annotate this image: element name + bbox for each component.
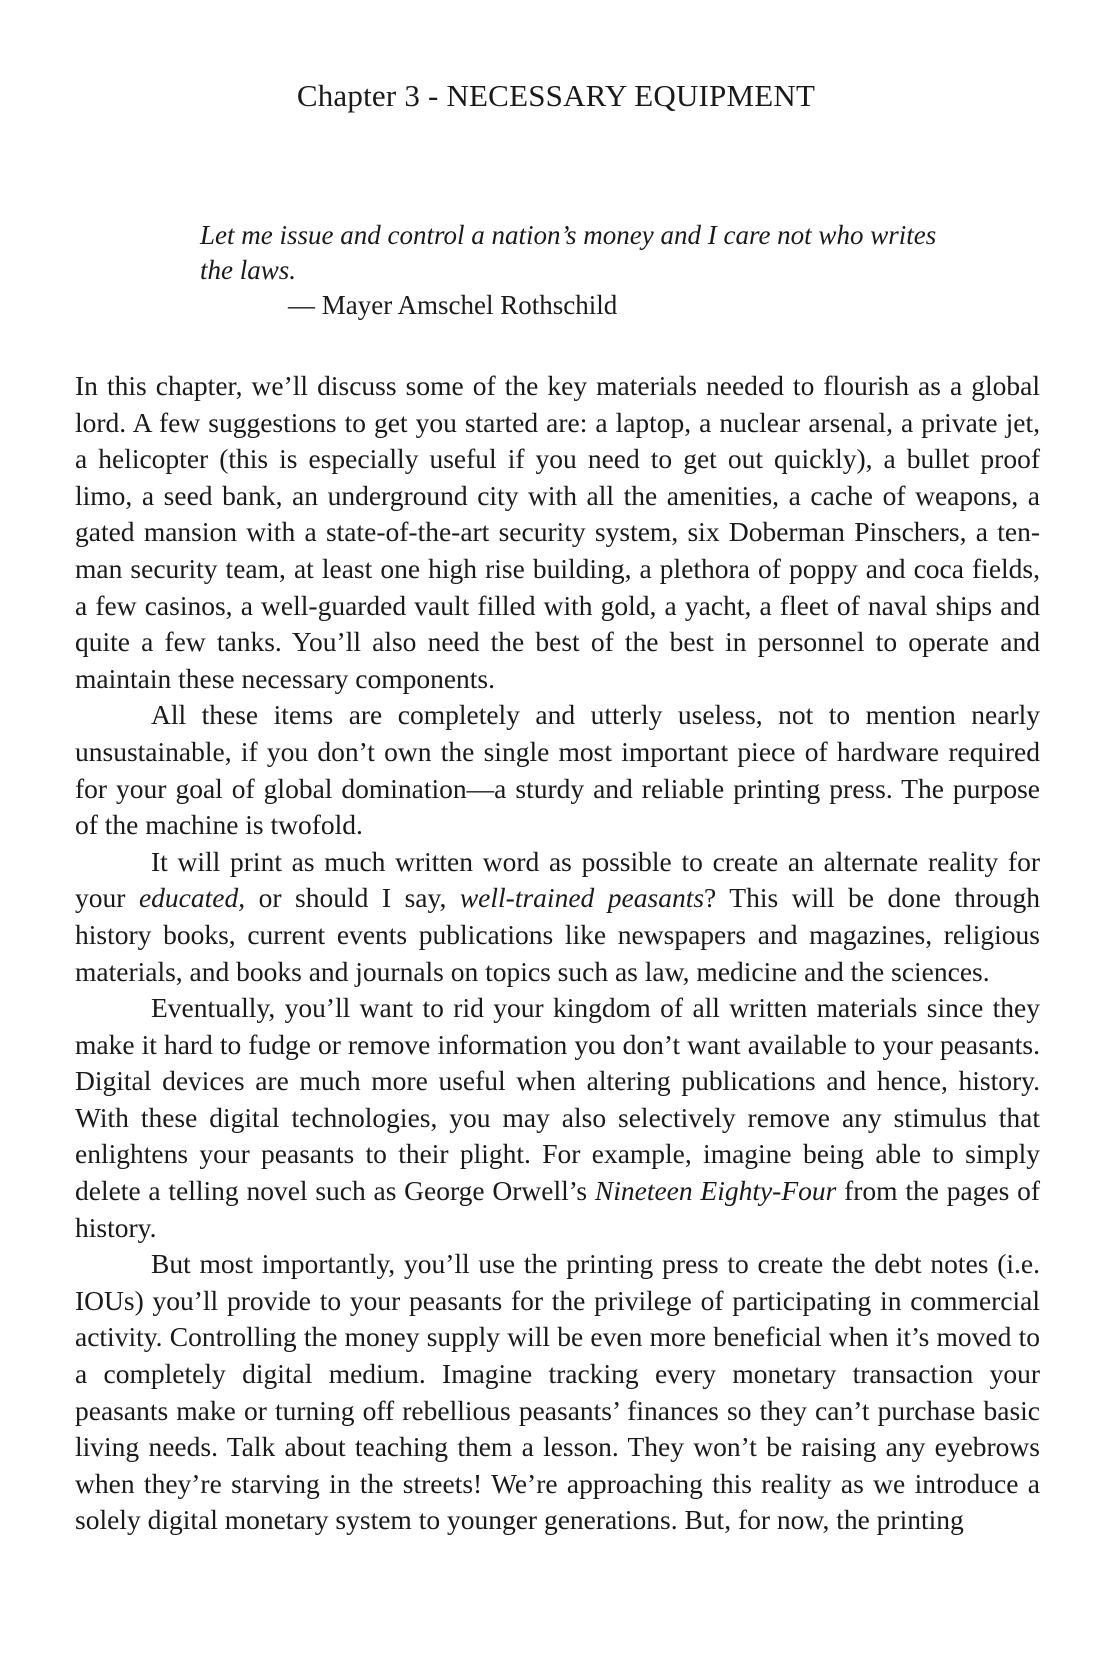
chapter-title: Chapter 3 - NECESSARY EQUIPMENT bbox=[296, 78, 816, 113]
paragraph-3 bbox=[75, 844, 1040, 990]
paragraph-2: All these items are completely and utterly useless, not to mention nearly unsustainable, if you don’t own the single most important piece of hardware required for your goal of global domination—a sturdy and reliable printing press. The purpose of the machine is twofold. bbox=[75, 699, 1040, 841]
chapter-body bbox=[75, 368, 1040, 1539]
epigraph-quote: Let me issue and control a nation’s money and I care not who writes the laws. bbox=[200, 220, 937, 285]
paragraph-3-emphasis-2: well-trained peasants bbox=[459, 882, 705, 914]
paragraph-3-text-1: It will print as much written word as possible to create an alternate reality for your bbox=[75, 845, 1040, 914]
paragraph-5: But most importantly, you’ll use the printing press to create the debt notes (i.e. IOUs) you’ll provide to your peasants for the privilege of participating in commercial activity. Controlling the money supply will be even more beneficial when it’s moved to a completely digital medium. Imagine tracking every monetary transaction your peasants make or turning off rebellious peasants’ finances so they can’t purchase basic living needs. Talk about teaching them a lesson. They won’t be raising any eyebrows when they’re starving in the streets! We’re approaching this reality as we introduce a solely digital monetary system to younger generations. But, for now, the printing bbox=[75, 1248, 1040, 1536]
paragraph-4 bbox=[75, 990, 1040, 1246]
epigraph-attribution: — Mayer Amschel Rothschild bbox=[288, 290, 618, 320]
epigraph bbox=[200, 218, 960, 323]
book-title-emphasis: Nineteen Eighty-Four bbox=[594, 1175, 837, 1207]
paragraph-4-text-2: from the pages of history. bbox=[75, 1175, 1041, 1243]
paragraph-3-text-2: or should I say, bbox=[245, 882, 460, 914]
paragraph-1: In this chapter, we’ll discuss some of the key materials needed to flourish as a global lord. A few suggestions to get you started are: a laptop, a nuclear arsenal, a private jet, a helicopter (this is especially useful if you need to get out quickly), a bullet proof limo, a seed bank, an underground city with all the amenities, a cache of weapons, a gated mansion with a state-of-the-art security system, six Doberman Pinschers, a ten-man security team, at least one high rise building, a plethora of poppy and coca fields, a few casinos, a well-guarded vault filled with gold, a yacht, a fleet of naval ships and quite a few tanks. You’ll also need the best of the best in personnel to operate and maintain these necessary components. bbox=[75, 370, 1040, 694]
paragraph-3-text-3: ? This will be done through history books, current events publications like newspapers and magazines, religious materials, and books and journals on topics such as law, medicine and the sciences. bbox=[75, 882, 1040, 987]
paragraph-4-text-1: Eventually, you’ll want to rid your kingdom of all written materials since they make it hard to fudge or remove information you don’t want available to your peasants. Digital devices are much more useful when altering publications and hence, history. With these digital technologies, you may also selectively remove any stimulus that enlightens your peasants to their plight. For example, imagine being able to simply delete a telling novel such as George Orwell’s bbox=[75, 992, 1040, 1207]
paragraph-3-emphasis-1: educated, bbox=[138, 882, 246, 914]
